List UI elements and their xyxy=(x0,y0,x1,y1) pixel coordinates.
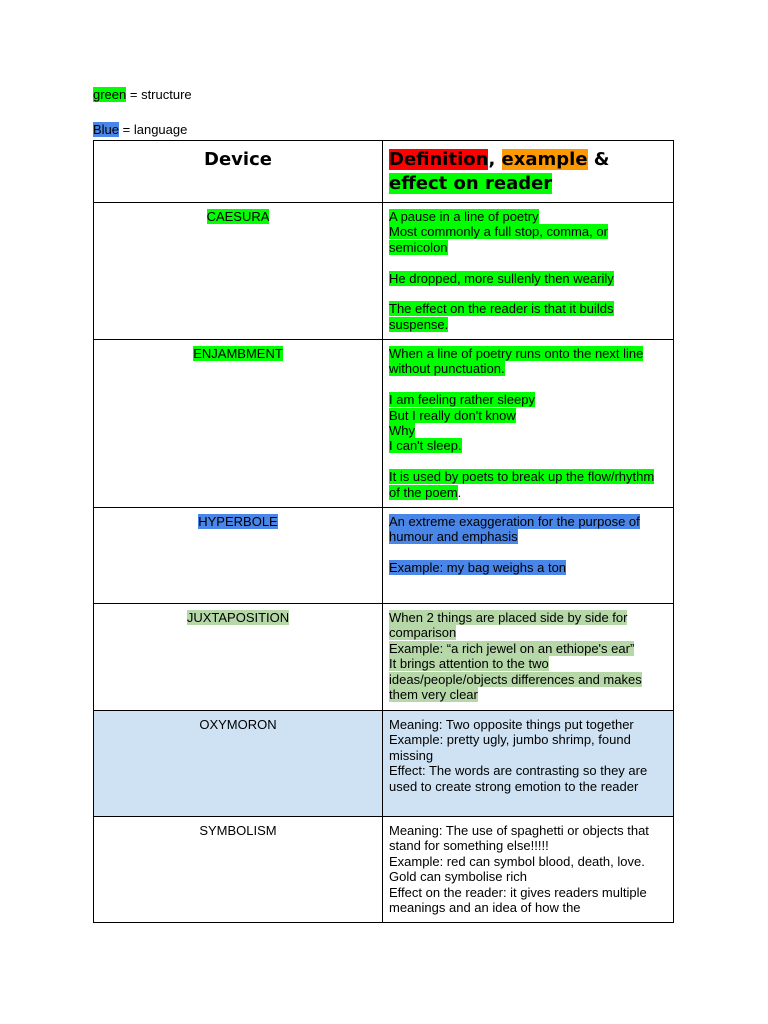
table-row-enjambment xyxy=(94,340,674,508)
table-header-row xyxy=(94,141,674,203)
header-effect-word: effect on reader xyxy=(389,173,553,194)
header-device-label: Device xyxy=(204,149,272,170)
device-cell xyxy=(94,711,383,817)
description-line: A pause in a line of poetry xyxy=(389,209,539,224)
description-line: Meaning: Two opposite things put together xyxy=(389,717,634,732)
legend-language xyxy=(93,122,187,138)
description-line: Effect on the reader: it gives readers multiple meanings and an idea of how the xyxy=(389,884,647,916)
header-example-word: example xyxy=(501,149,588,170)
description-cell xyxy=(383,508,674,604)
device-name: OXYMORON xyxy=(199,717,277,732)
description-line: Meaning: The use of spaghetti or objects that stand for something else!!!!! xyxy=(389,823,649,854)
description-line: Why xyxy=(389,423,415,439)
description-line: Effect: The words are contrasting so they are used to create strong emotion to the reader xyxy=(389,763,648,794)
table-row-caesura xyxy=(94,203,674,340)
header-definition xyxy=(383,141,674,203)
description-line: The effect on the reader is that it builds suspense. xyxy=(389,301,614,332)
header-device xyxy=(94,141,383,203)
description-line: I can't sleep. xyxy=(389,438,462,454)
description-line: When 2 things are placed side by side for comparison xyxy=(389,610,628,641)
description-line: When a line of poetry runs onto the next line without punctuation. xyxy=(389,346,644,377)
device-name: HYPERBOLE xyxy=(198,514,278,529)
device-cell xyxy=(94,508,383,604)
description-line: He dropped, more sullenly then wearily xyxy=(389,270,614,286)
description-line: Example: red can symbol blood, death, love. Gold can symbolise rich xyxy=(389,853,645,885)
legend-blue-text: = language xyxy=(119,122,188,137)
description-line: Example: my bag weighs a ton xyxy=(389,560,567,576)
poetry-devices-table xyxy=(93,140,674,923)
device-name: ENJAMBMENT xyxy=(193,346,283,361)
header-definition-word: Definition xyxy=(389,149,489,170)
device-cell xyxy=(94,604,383,711)
device-cell xyxy=(94,817,383,923)
device-name: CAESURA xyxy=(206,209,270,224)
description-line: But I really don't know xyxy=(389,407,516,423)
device-name: SYMBOLISM xyxy=(199,823,277,838)
table-row-oxymoron xyxy=(94,711,674,817)
device-name: JUXTAPOSITION xyxy=(186,610,290,625)
legend-structure xyxy=(93,87,192,103)
description-line: It is used by poets to break up the flow/rhythm of the poem xyxy=(389,469,655,500)
description-line: Example: “a rich jewel on an ethiope's ear” xyxy=(389,640,635,656)
description-cell xyxy=(383,203,674,340)
description-cell xyxy=(383,817,674,923)
legend-green-word: green xyxy=(93,87,127,102)
table-row-symbolism xyxy=(94,817,674,923)
legend-green-text: = structure xyxy=(126,87,192,102)
header-comma: , xyxy=(488,149,502,170)
description-line: It brings attention to the two ideas/people/objects differences and makes them very clear xyxy=(389,656,642,703)
description-line: Most commonly a full stop, comma, or semicolon xyxy=(389,224,608,255)
legend-blue-word: Blue xyxy=(93,122,120,137)
table-row-juxtaposition xyxy=(94,604,674,711)
description-line: I am feeling rather sleepy xyxy=(389,392,535,408)
description-period: . xyxy=(457,484,462,500)
device-cell xyxy=(94,340,383,508)
table-row-hyperbole xyxy=(94,508,674,604)
description-cell xyxy=(383,711,674,817)
header-amp: & xyxy=(587,149,610,170)
device-cell xyxy=(94,203,383,340)
description-cell xyxy=(383,340,674,508)
description-line: Example: pretty ugly, jumbo shrimp, found missing xyxy=(389,732,631,763)
description-line: An extreme exaggeration for the purpose of humour and emphasis xyxy=(389,514,640,545)
description-cell xyxy=(383,604,674,711)
